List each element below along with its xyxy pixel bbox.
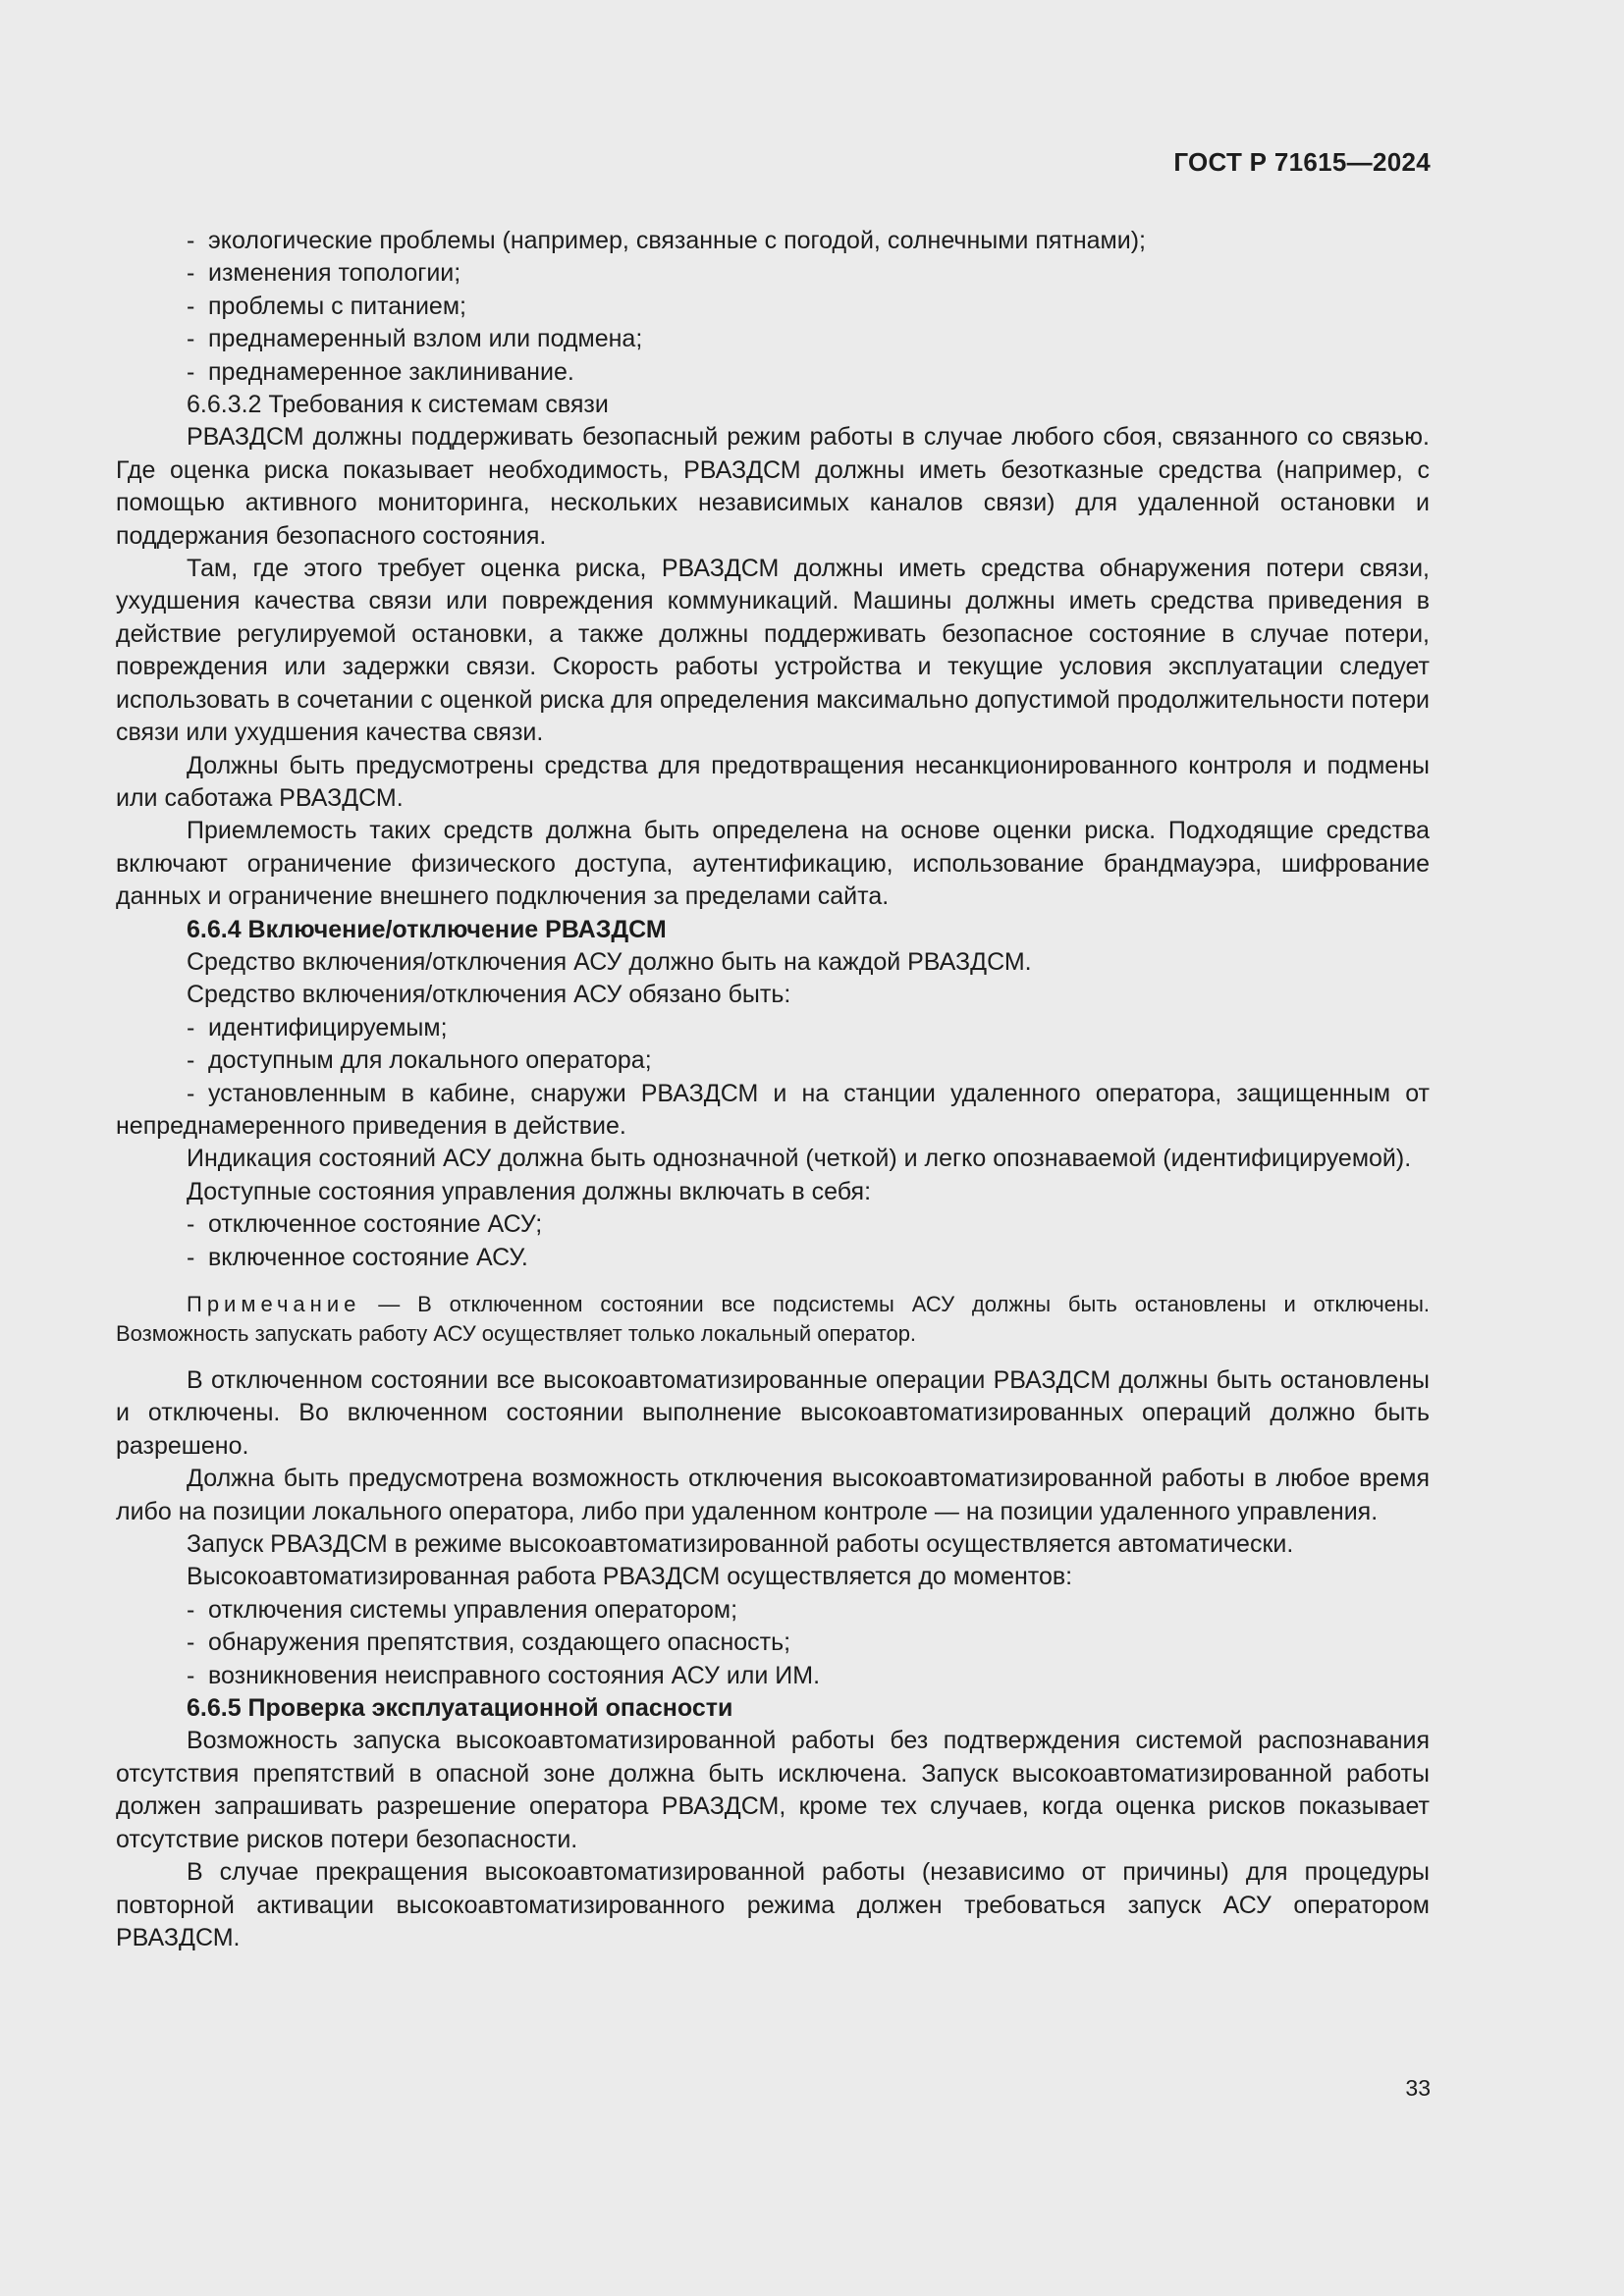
note-text: — В отключенном состоянии все подсистемы АСУ должны быть остановлены и отключены. Возможность запускать работу АСУ осуществляет только локальный оператор.	[116, 1292, 1430, 1346]
note-label: Примечание	[187, 1292, 361, 1316]
paragraph: Должны быть предусмотрены средства для предотвращения несанкционированного контроля и подмены или саботажа РВАЗДСМ.	[116, 751, 1430, 812]
section-heading-664: 6.6.4 Включение/отключение РВАЗДСМ	[187, 915, 667, 943]
list-item: - отключения системы управления оператором;	[187, 1595, 738, 1624]
list-item: - проблемы с питанием;	[187, 292, 466, 320]
paragraph: Должна быть предусмотрена возможность отключения высокоавтоматизированной работы в любое время либо на позиции локального оператора, либо при удаленном контроле — на позиции удаленного управления.	[116, 1465, 1430, 1525]
note	[116, 1290, 1430, 1349]
list-item: - установленным в кабине, снаружи РВАЗДСМ и на станции удаленного оператора, защищенным от непреднамеренного приведения в действие.	[116, 1079, 1430, 1140]
paragraph: В случае прекращения высокоавтоматизированной работы (независимо от причины) для процедуры повторной активации высокоавтоматизированного режима должен требоваться запуск АСУ оператором РВАЗДСМ.	[116, 1858, 1430, 1951]
paragraph: Высокоавтоматизированная работа РВАЗДСМ осуществляется до моментов:	[187, 1563, 1073, 1591]
list-item: - включенное состояние АСУ.	[187, 1243, 528, 1271]
section-heading-6632: 6.6.3.2 Требования к системам связи	[187, 391, 609, 419]
list-item: - идентифицируемым;	[187, 1013, 448, 1041]
list-item: - преднамеренный взлом или подмена;	[187, 325, 643, 353]
list-item: - экологические проблемы (например, связанные с погодой, солнечными пятнами);	[187, 227, 1146, 254]
page-number: 33	[1405, 2075, 1431, 2101]
document-body	[116, 225, 1430, 1954]
paragraph: Средство включения/отключения АСУ обязано быть:	[187, 981, 791, 1009]
document-id: ГОСТ Р 71615—2024	[1173, 147, 1431, 177]
paragraph: Запуск РВАЗДСМ в режиме высокоавтоматизированной работы осуществляется автоматически.	[187, 1530, 1294, 1559]
paragraph: Индикация состояний АСУ должна быть однозначной (четкой) и легко опознаваемой (идентифицируемой).	[187, 1145, 1412, 1173]
paragraph: Там, где этого требует оценка риска, РВАЗДСМ должны иметь средства обнаружения потери связи, ухудшения качества связи или повреждения коммуникаций. Машины должны иметь средства приведения в действие регулируемой остановки, а также должны поддерживать безопасное состояние в случае потери, повреждения или задержки связи. Скорость работы устройства и текущие условия эксплуатации следует использовать в сочетании с оценкой риска для определения максимально допустимой продолжительности потери связи или ухудшения качества связи.	[116, 555, 1430, 747]
paragraph: Средство включения/отключения АСУ должно быть на каждой РВАЗДСМ.	[187, 947, 1032, 976]
list-item: - доступным для локального оператора;	[187, 1046, 652, 1075]
list-item: - обнаружения препятствия, создающего опасность;	[187, 1629, 791, 1657]
list-item: - преднамеренное заклинивание.	[187, 357, 574, 386]
paragraph: Доступные состояния управления должны включать в себя:	[187, 1177, 872, 1205]
paragraph: Возможность запуска высокоавтоматизированной работы без подтверждения системой распознавания отсутствия препятствий в опасной зоне должна быть исключена. Запуск высокоавтоматизированной работы должен запрашивать разрешение оператора РВАЗДСМ, кроме тех случаев, когда оценка рисков показывает отсутствие рисков потери безопасности.	[116, 1727, 1430, 1853]
list-item: - возникновения неисправного состояния АСУ или ИМ.	[187, 1661, 821, 1689]
paragraph: В отключенном состоянии все высокоавтоматизированные операции РВАЗДСМ должны быть остановлены и отключены. Во включенном состоянии выполнение высокоавтоматизированных операций должно быть разрешено.	[116, 1366, 1430, 1460]
list-item: - изменения топологии;	[187, 259, 461, 288]
paragraph: РВАЗДСМ должны поддерживать безопасный режим работы в случае любого сбоя, связанного со связью. Где оценка риска показывает необходимость, РВАЗДСМ должны иметь безотказные средства (например, с помощью активного мониторинга, нескольких независимых каналов связи) для удаленной остановки и поддержания безопасного состояния.	[116, 423, 1430, 550]
paragraph: Приемлемость таких средств должна быть определена на основе оценки риска. Подходящие средства включают ограничение физического доступа, аутентификацию, использование брандмауэра, шифрование данных и ограничение внешнего подключения за пределами сайта.	[116, 817, 1430, 911]
section-heading-665: 6.6.5 Проверка эксплуатационной опасности	[187, 1694, 733, 1723]
list-item: - отключенное состояние АСУ;	[187, 1210, 543, 1239]
